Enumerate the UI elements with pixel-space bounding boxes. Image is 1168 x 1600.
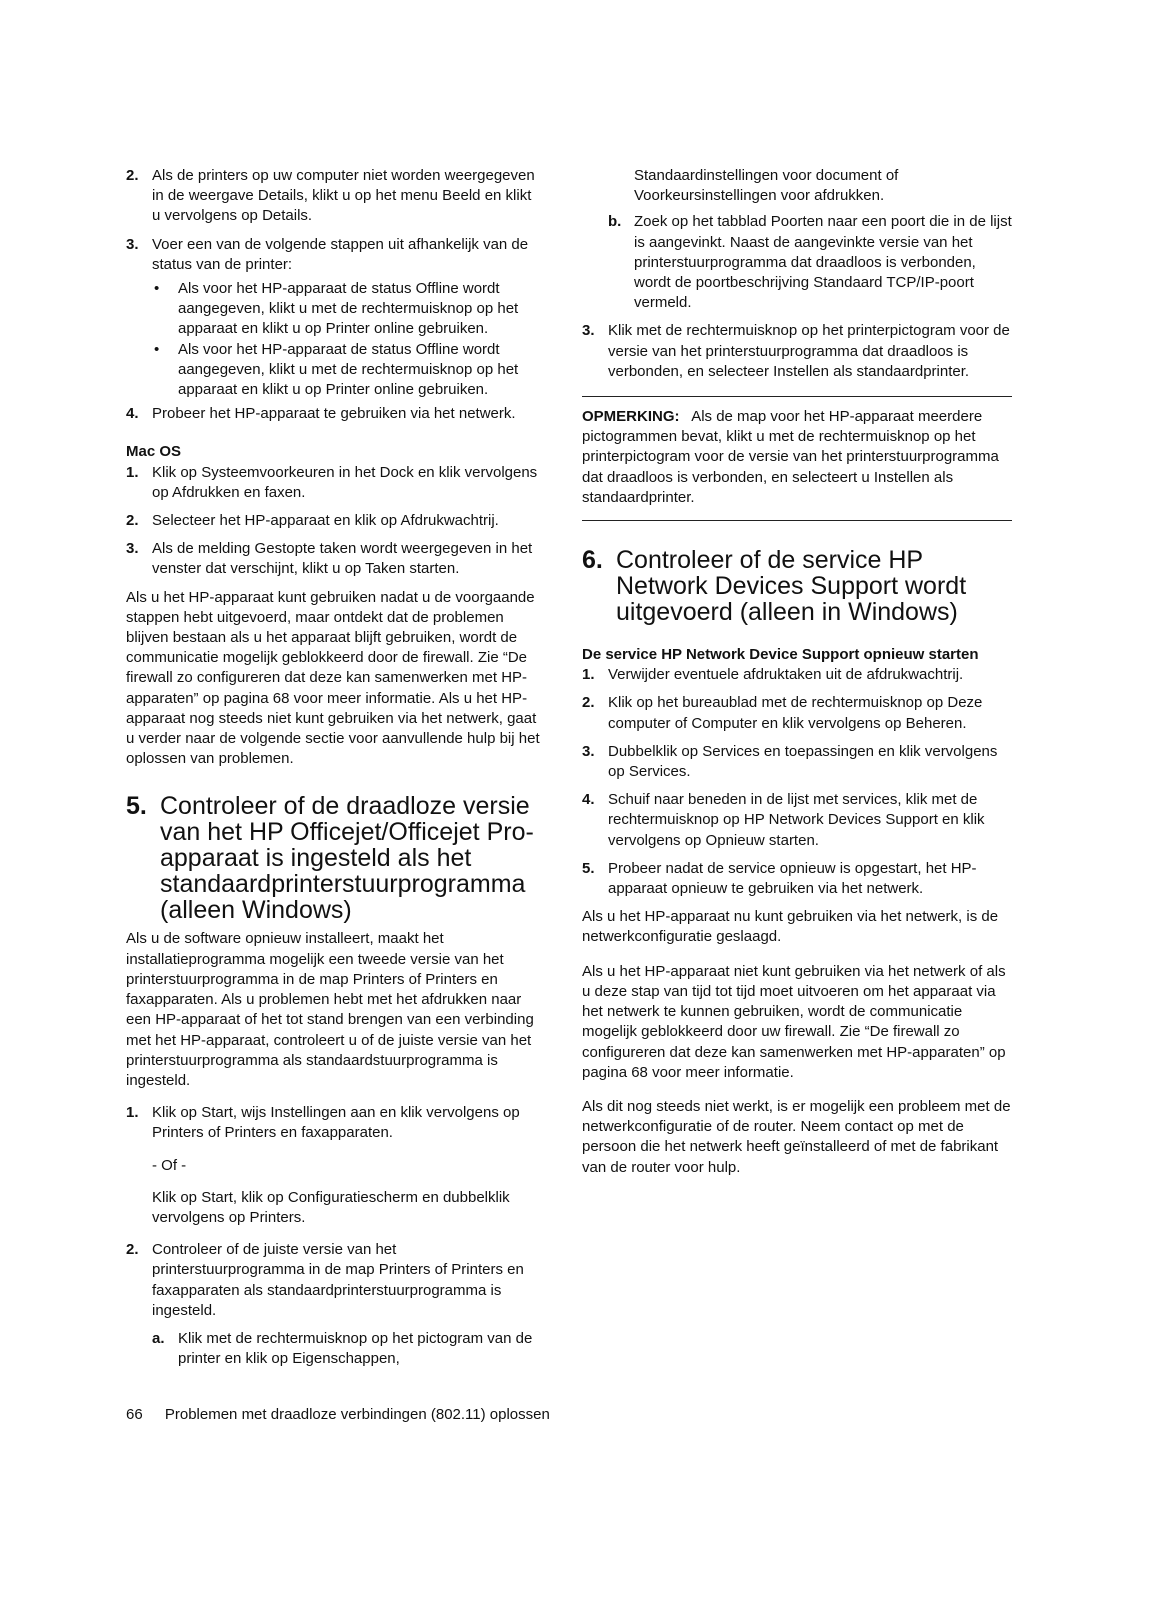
list-item <box>582 693 1012 733</box>
body-paragraph: Als u het HP-apparaat kunt gebruiken nadat u de voorgaande stappen hebt uitgevoerd, maar ontdekt dat de problemen blijven bestaan als u het apparaat blijft gebruiken, wordt de communicatie mogelijk geblokkeerd door de firewall. Zie “De firewall zo configureren dat deze kan samenwerken met HP-apparaten” op pagina 68 voor meer informatie. Als u het HP-apparaat nog steeds niet kunt gebruiken via het netwerk, gaat u verder naar de volgende sectie voor aanvullende hulp bij het oplossen van problemen. <box>126 588 540 768</box>
step-number: 5. <box>582 859 595 877</box>
body-paragraph: Als u het HP-apparaat niet kunt gebruiken via het netwerk of als u deze stap van tijd tot tijd moet uitvoeren om het apparaat via het netwerk te kunnen gebruiken, wordt de communicatie mogelijk geblokkeerd door uw firewall. Zie “De firewall zo configureren dat deze kan samenwerken met HP-apparaten” op pagina 68 voor meer informatie. <box>582 962 1006 1081</box>
list-item <box>582 790 1012 851</box>
section-subheading: De service HP Network Device Support opnieuw starten <box>582 646 979 664</box>
note-text <box>582 407 1012 508</box>
step-text: Verwijder eventuele afdruktaken uit de afdrukwachtrij. <box>608 666 964 684</box>
bullet-text: Als voor het HP-apparaat de status Offline wordt aangegeven, klikt u met de rechtermuisknop op het apparaat en klikt u op Printer online gebruiken. <box>178 280 519 338</box>
list-item <box>126 539 542 579</box>
list-item <box>126 404 542 424</box>
step-text: Voer een van de volgende stappen uit afhankelijk van de status van de printer: <box>152 235 529 273</box>
step-text: Klik op Start, klik op Configuratiescherm en dubbelklik vervolgens op Printers. <box>152 1188 510 1226</box>
list-item <box>152 1329 542 1369</box>
step-number: 2. <box>126 1241 139 1259</box>
list-item <box>582 859 1012 899</box>
step-number: 2. <box>126 167 139 184</box>
step-number: 4. <box>582 791 595 809</box>
section-subheading: Mac OS <box>126 443 182 461</box>
section-number: 6. <box>582 546 603 575</box>
step-text: Dubbelklik op Services en toepassingen en klik vervolgens op Services. <box>608 742 998 781</box>
footer-title: Problemen met draadloze verbindingen (802.11) oplossen <box>164 1406 550 1423</box>
continued-text: Standaardinstellingen voor document of Voorkeursinstellingen voor afdrukken. <box>634 167 899 205</box>
body-paragraph: Als u het HP-apparaat nu kunt gebruiken via het netwerk, is de netwerkconfiguratie geslaagd. <box>582 908 999 946</box>
step-number: 2. <box>582 694 595 712</box>
section-heading <box>582 547 1012 625</box>
step-text: Klik op Systeemvoorkeuren in het Dock en klik vervolgens op Afdrukken en faxen. <box>152 463 538 501</box>
step-number: 4. <box>126 405 139 423</box>
body-paragraph: Als u de software opnieuw installeert, maakt het installatieprogramma mogelijk een tweede versie van het printerstuurprogramma in de map Printers of Printers en faxapparaten. Als u problemen hebt met het afdrukken naar een HP-apparaat of het tot stand brengen van een verbinding met het HP-apparaat, controleert u of de juiste versie van het printerstuurprogramma als standaardstuurprogramma is ingesteld. <box>126 930 534 1089</box>
step-number: 1. <box>582 666 595 684</box>
body-paragraph: Als dit nog steeds niet werkt, is er mogelijk een probleem met de netwerkconfiguratie of de router. Neem contact op met de persoon die het netwerk heeft geïnstalleerd of met de fabrikant van de router voor hulp. <box>582 1097 1011 1176</box>
step-text: Probeer nadat de service opnieuw is opgestart, het HP-apparaat opnieuw te gebruiken via het netwerk. <box>608 859 977 898</box>
note-label: OPMERKING: <box>582 408 680 426</box>
step-number: 2. <box>126 512 139 530</box>
step-text: Als de melding Gestopte taken wordt weergegeven in het venster dat verschijnt, klikt u op Taken starten. <box>152 540 533 578</box>
list-item <box>126 1103 542 1143</box>
step-text: Als de printers op uw computer niet worden weergegeven in de weergave Details, klikt u op het menu Beeld en klikt u vervolgens op Details. <box>152 167 535 225</box>
section-title: Controleer of de service HP Network Devices Support wordt uitgevoerd (alleen in Windows) <box>616 546 967 627</box>
step-text: Klik op het bureaublad met de rechtermuisknop op Deze computer of Computer en klik vervolgens op Beheren. <box>608 694 983 732</box>
list-item <box>126 235 542 275</box>
bullet-item <box>152 279 542 340</box>
note-body: Als de map voor het HP-apparaat meerdere pictogrammen bevat, klikt u met de rechtermuisknop op het printerpictogram voor de versie van het printerstuurprogramma dat draadloos is verbonden, en selecteert u Instellen als standaardprinter. <box>582 408 999 506</box>
right-column <box>582 166 1012 1190</box>
step-text: Controleer of de juiste versie van het printerstuurprogramma in de map Printers of Printers en faxapparaten als standaardprinterstuurprogramma is ingesteld. <box>152 1241 524 1319</box>
section-number: 5. <box>126 792 147 821</box>
step-text: Klik op Start, wijs Instellingen aan en klik vervolgens op Printers of Printers en faxapparaten. <box>152 1104 520 1142</box>
list-item <box>126 463 542 503</box>
page-footer <box>126 1406 550 1423</box>
step-text: Klik met de rechtermuisknop op het pictogram van de printer en klik op Eigenschappen, <box>178 1329 533 1368</box>
list-item <box>582 742 1012 782</box>
step-text: Zoek op het tabblad Poorten naar een poort die in de lijst is aangevinkt. Naast de aangevinkte versie van het printerstuurprogramma dat draadloos is verbonden, wordt de poortbeschrijving Standaard TCP/IP-poort vermeld. <box>634 213 1012 312</box>
step-text: Klik met de rechtermuisknop op het printerpictogram voor de versie van het printerstuurprogramma dat draadloos is verbonden, en selecteer Instellen als standaardprinter. <box>608 322 1010 380</box>
step-number: 3. <box>582 322 595 340</box>
list-item <box>126 1240 542 1321</box>
bullet-text: Als voor het HP-apparaat de status Offline wordt aangegeven, klikt u met de rechtermuisknop op het apparaat en klikt u op Printer online gebruiken. <box>178 340 519 399</box>
bullet-item <box>152 340 542 401</box>
step-number: 3. <box>126 540 139 558</box>
step-number: 3. <box>582 742 595 760</box>
list-item <box>582 321 1012 382</box>
step-text: Schuif naar beneden in de lijst met services, klik met de rechtermuisknop op HP Network Devices Support en klik vervolgens op Opnieuw starten. <box>608 791 985 849</box>
bullet-icon: • <box>154 280 160 298</box>
list-item <box>608 212 1012 313</box>
bullet-icon: • <box>154 340 160 358</box>
note-box <box>582 396 1012 521</box>
left-column <box>126 166 542 1377</box>
step-text: Probeer het HP-apparaat te gebruiken via het netwerk. <box>152 405 516 423</box>
step-letter: b. <box>608 213 622 231</box>
step-number: 1. <box>126 1104 139 1122</box>
step-text: Selecteer het HP-apparaat en klik op Afdrukwachtrij. <box>152 512 499 530</box>
step-number: 1. <box>126 463 139 481</box>
step-number: 3. <box>126 235 139 253</box>
step-letter: a. <box>152 1329 165 1347</box>
section-heading <box>126 793 542 923</box>
page-number: 66 <box>126 1406 143 1423</box>
list-item <box>126 511 542 531</box>
section-title: Controleer of de draadloze versie van het HP Officejet/Officejet Pro-apparaat is ingesteld als het standaardprinterstuurprogramma (alleen Windows) <box>160 792 534 925</box>
or-separator: - Of - <box>152 1156 187 1174</box>
list-item <box>582 665 1012 685</box>
list-item <box>126 166 542 227</box>
